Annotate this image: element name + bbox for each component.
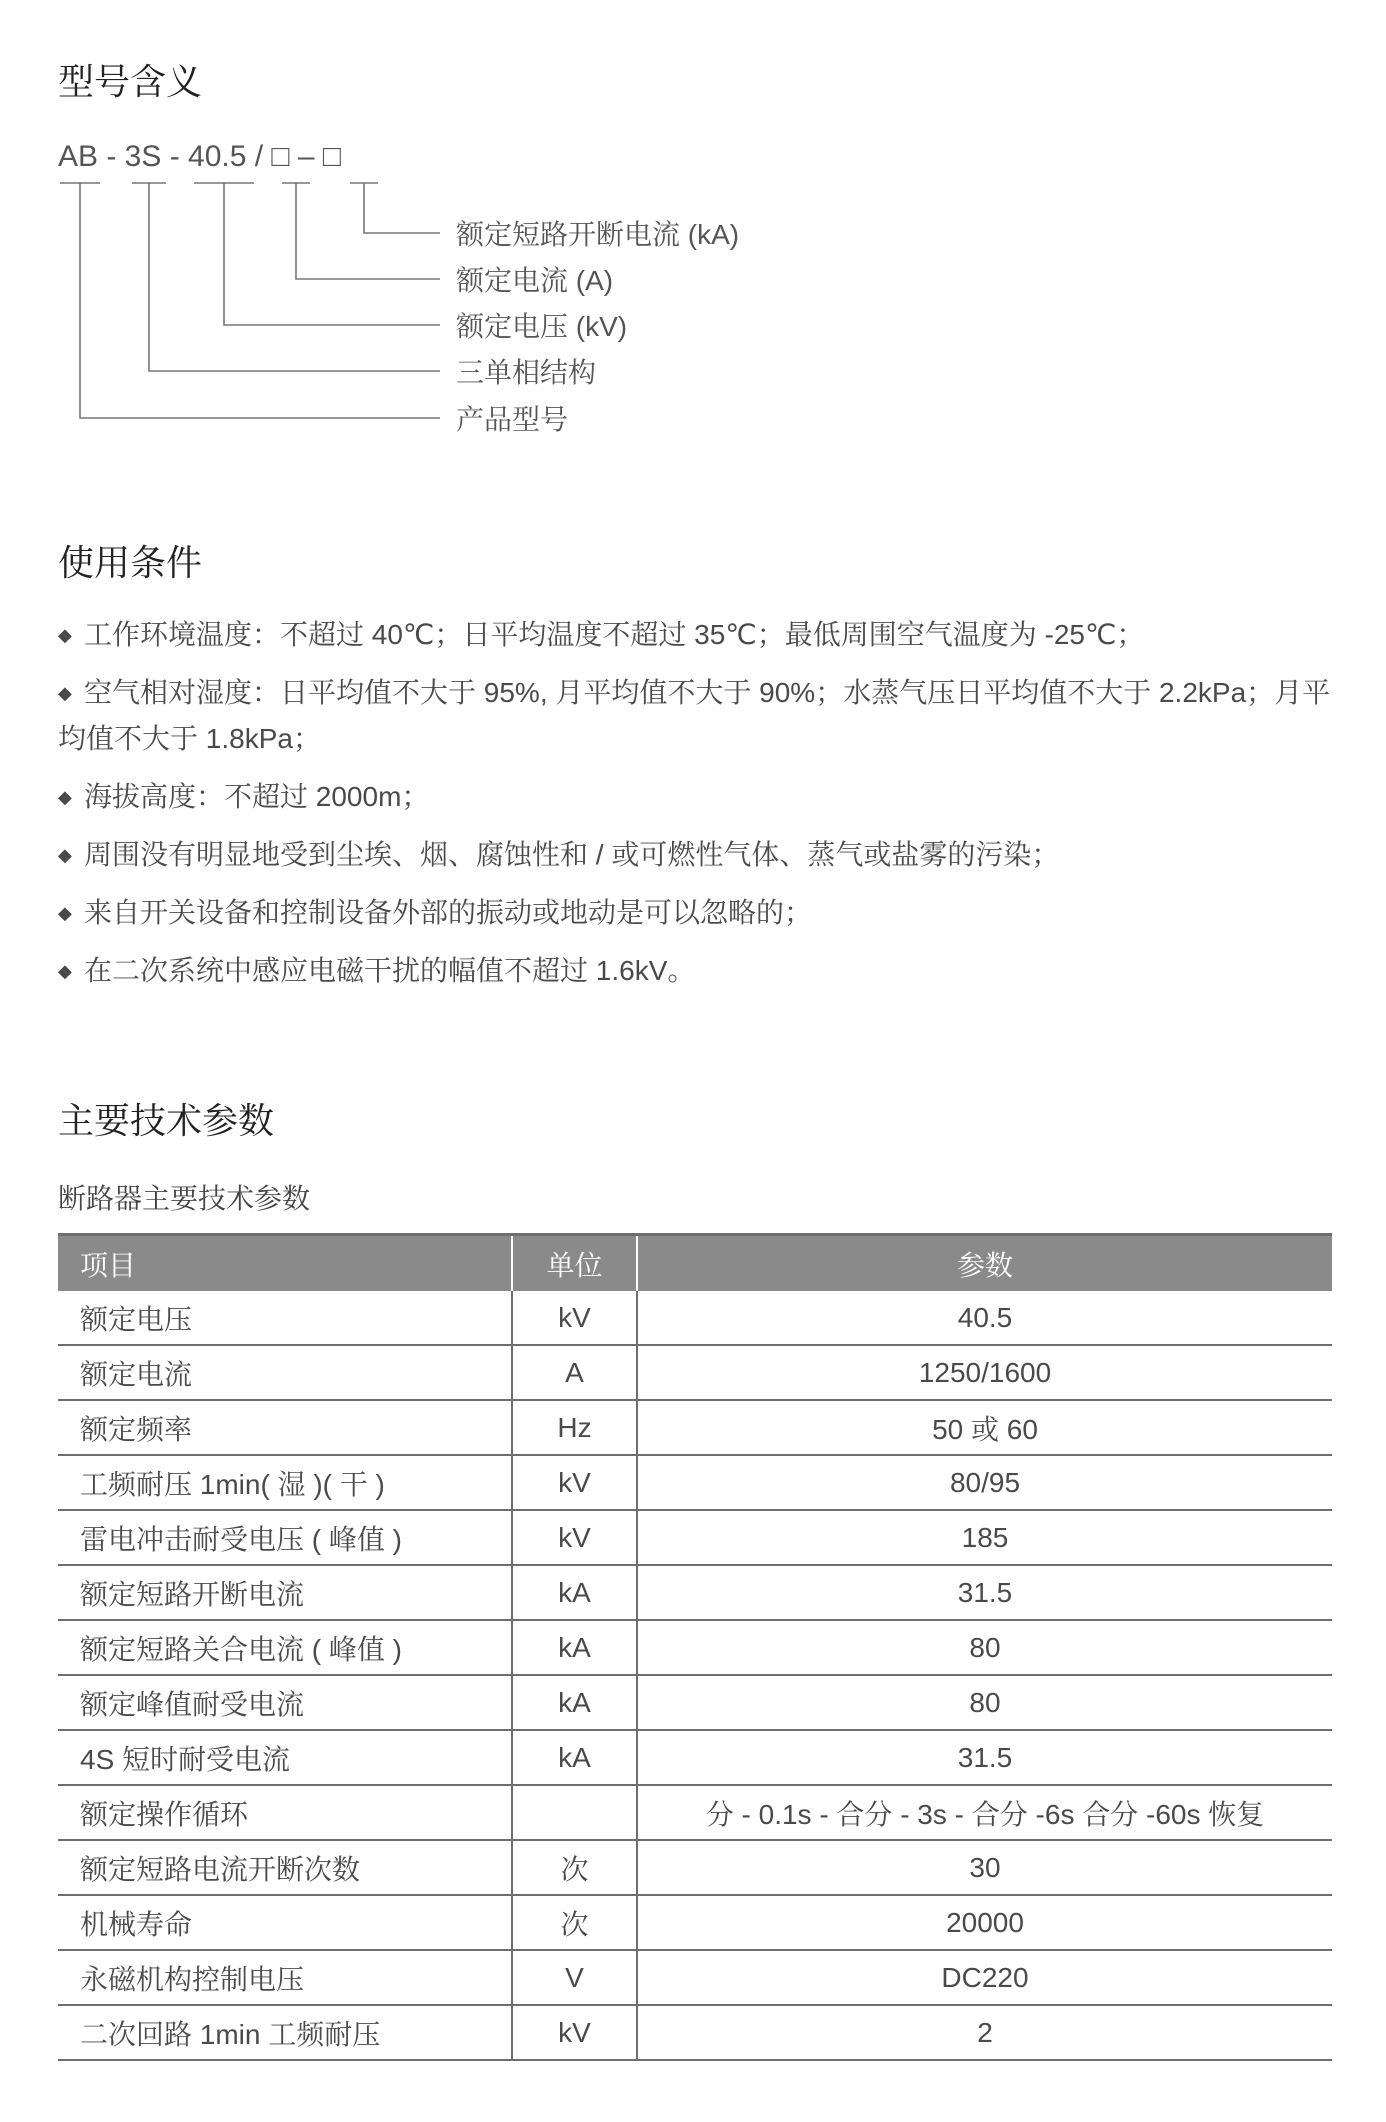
- cell-item: 额定短路关合电流 ( 峰值 ): [58, 1620, 512, 1675]
- cell-unit: kV: [512, 1510, 637, 1565]
- cell-item: 工频耐压 1min( 湿 )( 干 ): [58, 1455, 512, 1510]
- diamond-bullet-icon: ◆: [58, 903, 72, 923]
- cell-value: 50 或 60: [637, 1400, 1332, 1455]
- table-row: [58, 1345, 1332, 1400]
- condition-text: 工作环境温度：不超过 40℃；日平均温度不超过 35℃；最低周围空气温度为 -25℃；: [84, 619, 1145, 650]
- legend-product-model: 产品型号: [456, 404, 569, 435]
- table-row: [58, 1785, 1332, 1840]
- diamond-bullet-icon: ◆: [58, 625, 72, 645]
- list-item: [58, 948, 1338, 994]
- leg-line-product-model: [80, 183, 440, 418]
- cell-value: 185: [637, 1510, 1332, 1565]
- diamond-bullet-icon: ◆: [58, 845, 72, 865]
- list-item: [58, 670, 1338, 762]
- table-row: [58, 1675, 1332, 1730]
- leg-line-rated-voltage: [224, 183, 440, 325]
- list-item: [58, 774, 1338, 820]
- cell-value: 80: [637, 1620, 1332, 1675]
- cell-value: 31.5: [637, 1565, 1332, 1620]
- condition-text: 空气相对湿度：日平均值不大于 95%, 月平均值不大于 90%；水蒸气压日平均值不大于 2.2kPa；月平均值不大于 1.8kPa；: [58, 677, 1331, 754]
- table-caption: 断路器主要技术参数: [58, 1183, 311, 1214]
- cell-value: 20000: [637, 1895, 1332, 1950]
- list-item: [58, 890, 1338, 936]
- table-row: [58, 2005, 1332, 2060]
- cell-item: 雷电冲击耐受电压 ( 峰值 ): [58, 1510, 512, 1565]
- table-row: [58, 1565, 1332, 1620]
- cell-value: 80/95: [637, 1455, 1332, 1510]
- cell-item: 额定电流: [58, 1345, 512, 1400]
- cell-value: DC220: [637, 1950, 1332, 2005]
- condition-text: 在二次系统中感应电磁干扰的幅值不超过 1.6kV。: [84, 955, 696, 986]
- table-row: [58, 1730, 1332, 1785]
- specs-table: [58, 1233, 1332, 2061]
- cell-unit: kA: [512, 1620, 637, 1675]
- leg-line-breaking-current: [364, 183, 440, 233]
- cell-unit: 次: [512, 1840, 637, 1895]
- cell-unit: kV: [512, 1455, 637, 1510]
- cell-unit: 次: [512, 1895, 637, 1950]
- cell-unit: kA: [512, 1675, 637, 1730]
- specs-title: 主要技术参数: [58, 1100, 275, 1141]
- table-row: [58, 1840, 1332, 1895]
- list-item: [58, 832, 1338, 878]
- cell-unit: Hz: [512, 1400, 637, 1455]
- header-value: 参数: [637, 1235, 1332, 1292]
- table-row: [58, 1950, 1332, 2005]
- cell-item: 额定操作循环: [58, 1785, 512, 1840]
- cell-unit: kV: [512, 1291, 637, 1345]
- cell-item: 额定电压: [58, 1291, 512, 1345]
- cell-item: 额定短路开断电流: [58, 1565, 512, 1620]
- cell-item: 额定频率: [58, 1400, 512, 1455]
- condition-text: 周围没有明显地受到尘埃、烟、腐蚀性和 / 或可燃性气体、蒸气或盐雾的污染；: [84, 839, 1060, 870]
- diamond-bullet-icon: ◆: [58, 961, 72, 981]
- table-row: [58, 1291, 1332, 1345]
- cell-value: 30: [637, 1840, 1332, 1895]
- header-unit: 单位: [512, 1235, 637, 1292]
- model-meaning-title: 型号含义: [58, 61, 203, 102]
- cell-unit: kA: [512, 1730, 637, 1785]
- legend-breaking-current: 额定短路开断电流 (kA): [456, 219, 740, 250]
- diamond-bullet-icon: ◆: [58, 683, 72, 703]
- cell-item: 额定短路电流开断次数: [58, 1840, 512, 1895]
- list-item: [58, 612, 1338, 658]
- table-row: [58, 1895, 1332, 1950]
- leg-line-rated-current: [296, 183, 440, 279]
- cell-unit: [512, 1785, 637, 1840]
- cell-unit: kA: [512, 1565, 637, 1620]
- table-header-row: [58, 1235, 1332, 1292]
- cell-value: 2: [637, 2005, 1332, 2060]
- conditions-list: [58, 612, 1338, 1006]
- legend-rated-current: 额定电流 (A): [456, 265, 614, 296]
- table-row: [58, 1400, 1332, 1455]
- cell-unit: V: [512, 1950, 637, 2005]
- cell-item: 额定峰值耐受电流: [58, 1675, 512, 1730]
- cell-item: 二次回路 1min 工频耐压: [58, 2005, 512, 2060]
- cell-value: 分 - 0.1s - 合分 - 3s - 合分 -6s 合分 -60s 恢复: [637, 1785, 1332, 1840]
- condition-text: 来自开关设备和控制设备外部的振动或地动是可以忽略的；: [84, 897, 813, 928]
- cell-value: 80: [637, 1675, 1332, 1730]
- cell-unit: A: [512, 1345, 637, 1400]
- cell-item: 4S 短时耐受电流: [58, 1730, 512, 1785]
- legend-phase-structure: 三单相结构: [456, 357, 597, 388]
- conditions-title: 使用条件: [58, 542, 203, 583]
- header-item: 项目: [58, 1235, 512, 1292]
- cell-item: 机械寿命: [58, 1895, 512, 1950]
- table-body: [58, 1291, 1332, 2060]
- cell-value: 40.5: [637, 1291, 1332, 1345]
- legend-rated-voltage: 额定电压 (kV): [456, 311, 628, 342]
- leg-line-phase-structure: [149, 183, 440, 371]
- table-row: [58, 1510, 1332, 1565]
- cell-value: 1250/1600: [637, 1345, 1332, 1400]
- table-row: [58, 1455, 1332, 1510]
- cell-item: 永磁机构控制电压: [58, 1950, 512, 2005]
- condition-text: 海拔高度：不超过 2000m；: [84, 781, 430, 812]
- diamond-bullet-icon: ◆: [58, 787, 72, 807]
- table-row: [58, 1620, 1332, 1675]
- cell-value: 31.5: [637, 1730, 1332, 1785]
- model-code: AB - 3S - 40.5 / □ – □: [58, 140, 342, 173]
- cell-unit: kV: [512, 2005, 637, 2060]
